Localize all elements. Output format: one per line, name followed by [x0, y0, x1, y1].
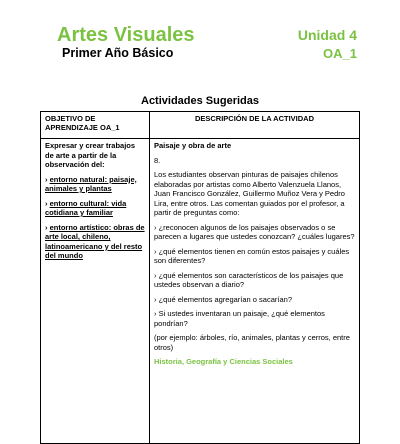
objective-link-natural[interactable]: entorno natural: paisaje, animales y plantas — [45, 174, 137, 193]
bullet: › — [45, 174, 50, 184]
activity-example: (por ejemplo: árboles, río, animales, plantas y cerros, entre otros) — [154, 333, 350, 352]
activity-number: 8. — [154, 155, 161, 165]
activity-title: Paisaje y obra de arte — [154, 141, 232, 150]
activity-paragraph: Los estudiantes observan pinturas de paisajes chilenos elaboradas por artistas como Alberto Valenzuela Llanos, Juan Francisco González, Guillermo Muñoz Vera y Pedro Lira, entre otros. Las comentan guiados por el profesor, a partir de preguntas como: — [154, 170, 345, 217]
objective-item — [45, 199, 145, 218]
objective-cell — [41, 139, 150, 444]
table-body-row — [41, 139, 360, 444]
subject-link[interactable]: Historia, Geografía y Ciencias Sociales — [154, 357, 293, 366]
objective-link-artistic[interactable]: entorno artístico: obras de arte local, chileno, latinoamericano y del resto del mundo — [45, 222, 145, 260]
bullet: › — [45, 222, 50, 232]
bullet: › — [45, 198, 50, 208]
activity-question: › Si ustedes inventaran un paisaje, ¿qué elementos pondrían? — [154, 309, 325, 328]
activity-question: › ¿qué elementos tienen en común estos paisajes y cuáles son diferentes? — [154, 246, 350, 265]
objective-intro: Expresar y crear trabajos de arte a partir de la observación del: — [45, 141, 136, 169]
page-subtitle: Primer Año Básico — [62, 46, 174, 60]
objective-link-cultural[interactable]: entorno cultural: vida cotidiana y familiar — [45, 198, 127, 217]
description-header: DESCRIPCIÓN DE LA ACTIVIDAD — [150, 112, 360, 139]
activity-question: › ¿qué elementos agregarían o sacarían? — [154, 294, 292, 304]
activity-question: › ¿qué elementos son característicos de los paisajes que ustedes observan a diario? — [154, 270, 344, 289]
objective-item — [45, 223, 145, 261]
table-header-row — [41, 112, 360, 139]
objective-item — [45, 175, 145, 194]
unit-label: Unidad 4 — [297, 27, 357, 43]
oa-label: OA_1 — [323, 46, 357, 61]
activities-table — [40, 111, 360, 444]
description-cell — [150, 139, 360, 444]
activity-question: › ¿reconocen algunos de los paisajes observados o se parecen a lugares que ustedes conozcan? ¿cuáles lugares? — [154, 222, 355, 241]
page-title: Artes Visuales — [57, 24, 195, 46]
objective-header: OBJETIVO DE APRENDIZAJE OA_1 — [41, 112, 150, 139]
section-title: Actividades Sugeridas — [141, 95, 259, 107]
